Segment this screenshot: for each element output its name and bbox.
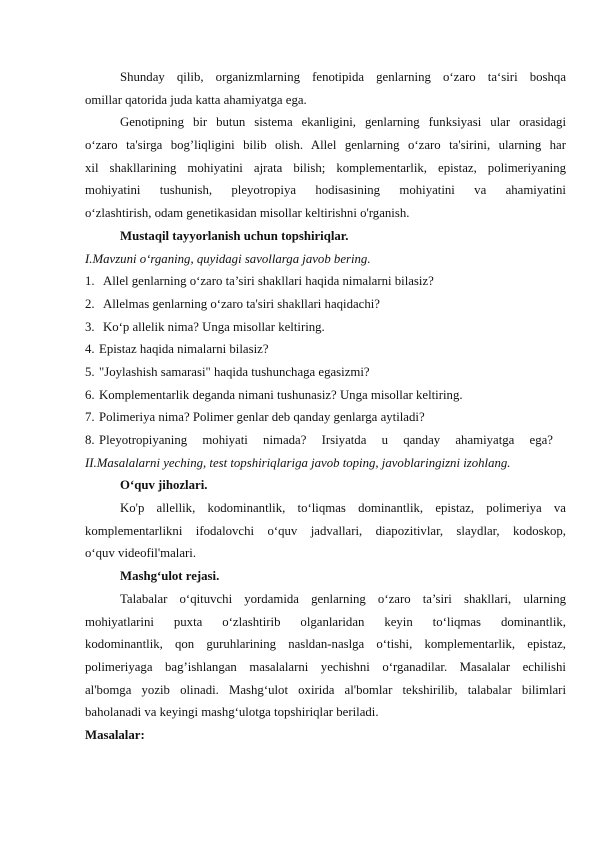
question-item: [85, 361, 566, 384]
plan-heading: Mashg‘ulot rejasi.: [120, 569, 220, 584]
question-number: 4.: [85, 342, 95, 357]
question-item: [85, 338, 566, 361]
question-item: [85, 429, 553, 452]
question-text: Allelmas genlarning o‘zaro ta'siri shakllari haqidachi?: [103, 296, 380, 311]
question-number: 5.: [85, 364, 95, 379]
goal-line: o‘zaro ta'sirga bog’liqligini bilib olish. Allel genlarning o‘zaro ta'sirini, ularning har: [85, 138, 566, 153]
section1-title: I.Mavzuni o‘rganing, quyidagi savollarga javob bering.: [85, 251, 371, 266]
equipment-line: Ko'p allellik, kodominantlik, to‘liqmas dominantlik, epistaz, polimeriya va: [120, 501, 566, 516]
plan-line: baholanadi va keyingi mashg‘ulotga topshiriqlar beriladi.: [85, 705, 379, 720]
question-item: [85, 316, 566, 339]
question-number: 7.: [85, 410, 95, 425]
question-item: [85, 384, 566, 407]
question-text: Komplementarlik deganda nimani tushunasiz? Unga misollar keltiring.: [99, 387, 463, 402]
question-item: [85, 406, 566, 429]
question-number: 6.: [85, 387, 95, 402]
question-text: Epistaz haqida nimalarni bilasiz?: [99, 342, 269, 357]
question-number: 2.: [85, 296, 95, 311]
plan-line: kodominantlik, qon guruhlarining nasldan-naslga o‘tishi, komplementarlik, epistaz,: [85, 637, 566, 652]
problems-heading: Masalalar:: [85, 727, 145, 742]
question-item: [85, 293, 566, 316]
goal-line: xil shakllarining mohiyatini ajrata bilish; komplementarlik, epistaz, polimeriyaning: [85, 160, 566, 175]
equipment-line: o‘quv videofil'malari.: [85, 546, 197, 561]
question-text: Pleyotropiyaning mohiyati nimada? Irsiyatda u qanday ahamiyatga ega?: [99, 433, 553, 447]
question-number: 8.: [85, 433, 95, 447]
intro-line: Shunday qilib, organizmlarning fenotipida genlarning o‘zaro ta‘siri boshqa: [120, 70, 566, 84]
goal-line: o‘zlashtirish, odam genetikasidan misollar keltirishni o'rganish.: [85, 206, 410, 221]
equipment-line: komplementarlikni ifodalovchi o‘quv jadvallari, diapozitivlar, slaydlar, kodoskop,: [85, 523, 566, 538]
question-number: 1.: [85, 274, 95, 289]
document-page: [85, 66, 566, 747]
question-text: Polimeriya nima? Polimer genlar deb qanday genlarga aytiladi?: [99, 410, 425, 425]
question-text: Allel genlarning o‘zaro ta’siri shakllari haqida nimalarni bilasiz?: [103, 274, 434, 289]
plan-line: mohiyatlarini puxta o‘zlashtirib olganlaridan keyin to‘liqmas dominantlik,: [85, 614, 566, 629]
question-item: [85, 270, 566, 293]
goal-line: mohiyatini tushunish, pleyotropiya hodisasining mohiyatini va ahamiyatini: [85, 183, 566, 198]
equipment-heading: O‘quv jihozlari.: [120, 478, 208, 493]
self-study-heading: Mustaqil tayyorlanish uchun topshiriqlar.: [120, 228, 349, 243]
question-text: "Joylashish samarasi" haqida tushunchaga egasizmi?: [99, 364, 370, 379]
intro-line: omillar qatorida juda katta ahamiyatga ega.: [85, 92, 307, 107]
question-number: 3.: [85, 319, 95, 334]
section2-title: II.Masalalarni yeching, test topshiriqlariga javob toping, javoblaringizni izohlang.: [85, 455, 511, 470]
question-text: Ko‘p allelik nima? Unga misollar keltiring.: [103, 319, 325, 334]
plan-line: Talabalar o‘qituvchi yordamida genlarning o‘zaro ta’siri shakllari, ularning: [120, 591, 566, 606]
plan-line: al'bomga yozib olinadi. Mashg‘ulot oxirida al'bomlar tekshirilib, talabalar bilimlari: [85, 682, 566, 697]
plan-line: polimeriyaga bag’ishlangan masalalarni yechishni o‘rganadilar. Masalalar echilishi: [85, 659, 566, 674]
goal-line: Genotipning bir butun sistema ekanligini, genlarning funksiyasi ular orasidagi: [120, 115, 566, 130]
